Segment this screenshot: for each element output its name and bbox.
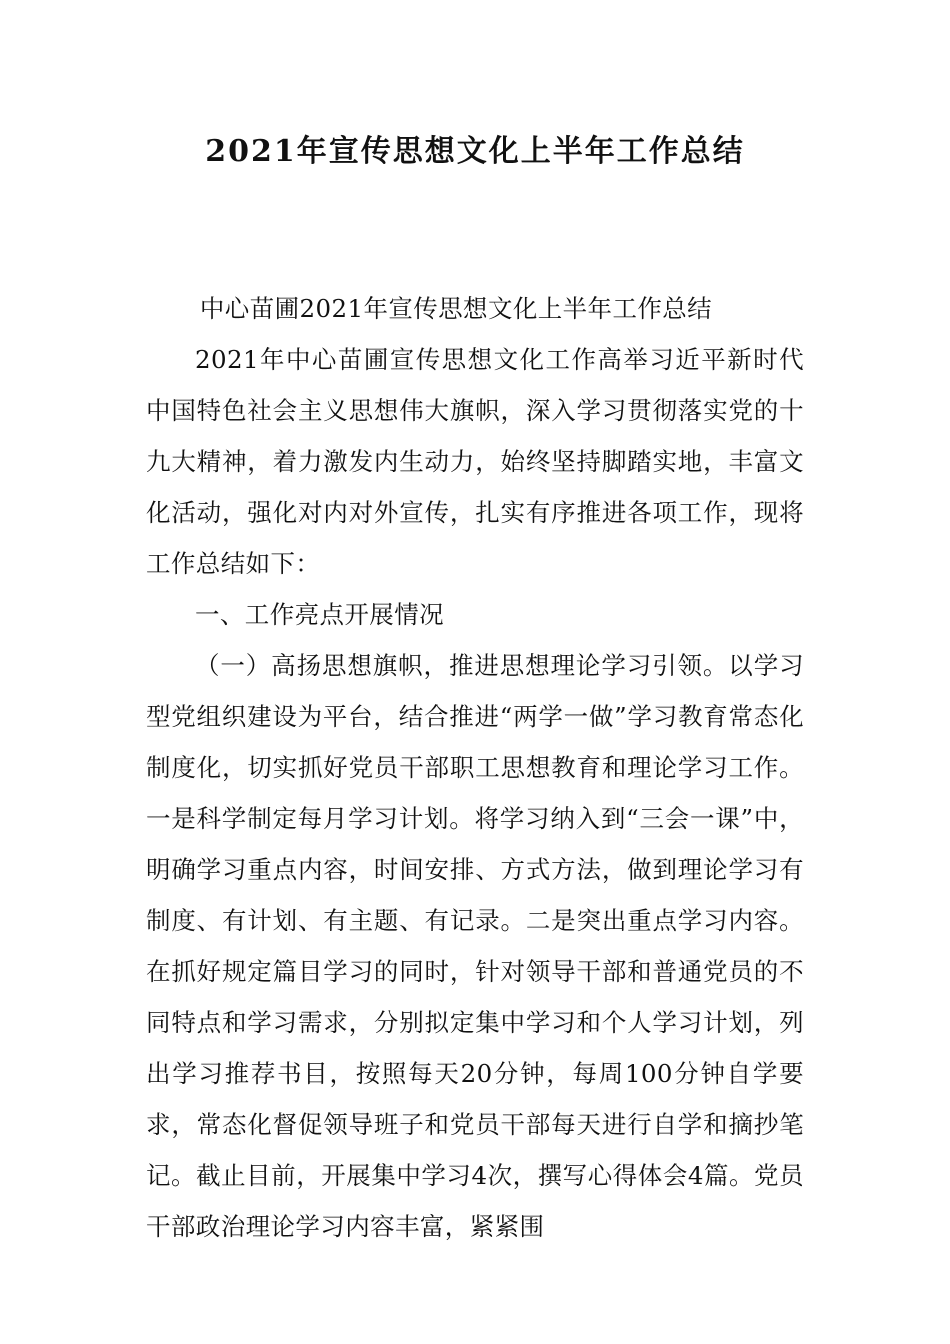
section-heading: 一、工作亮点开展情况 bbox=[195, 600, 444, 629]
intro-paragraph: 2021年中心苗圃宣传思想文化工作高举习近平新时代中国特色社会主义思想伟大旗帜，深入学习贯彻落实党的十九大精神，着力激发内生动力，始终坚持脚踏实地，丰富文化活动，强化对内对外宣传，扎实有序推进各项工作，现将工作总结如下： bbox=[146, 345, 804, 578]
document-body bbox=[146, 283, 804, 1252]
section-paragraph: （一）高扬思想旗帜，推进思想理论学习引领。以学习型党组织建设为平台，结合推进“两学一做”学习教育常态化制度化，切实抓好党员干部职工思想教育和理论学习工作。一是科学制定每月学习计划。将学习纳入到“三会一课”中，明确学习重点内容，时间安排、方式方法，做到理论学习有制度、有计划、有主题、有记录。二是突出重点学习内容。在抓好规定篇目学习的同时，针对领导干部和普通党员的不同特点和学习需求，分别拟定集中学习和个人学习计划，列出学习推荐书目，按照每天20分钟，每周100分钟自学要求，常态化督促领导班子和党员干部每天进行自学和摘抄笔记。截止目前，开展集中学习4次，撰写心得体会4篇。党员干部政治理论学习内容丰富，紧紧围 bbox=[146, 651, 804, 1241]
document-title: 2021年宣传思想文化上半年工作总结 bbox=[205, 134, 745, 169]
document-subtitle: 中心苗圃2021年宣传思想文化上半年工作总结 bbox=[199, 294, 713, 323]
